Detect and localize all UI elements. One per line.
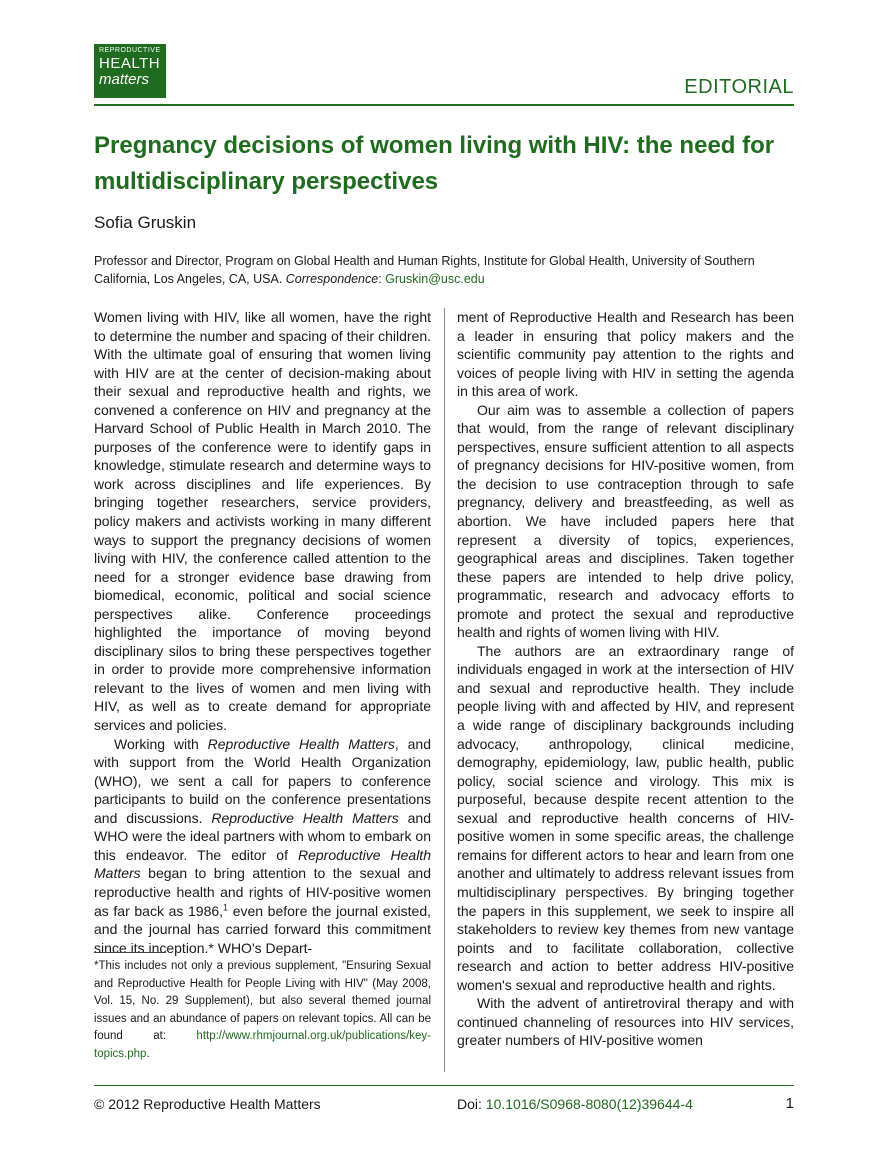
article-title: Pregnancy decisions of women living with HIV: the need for multidisciplinary perspectives [94, 132, 775, 195]
journal-name: Reproductive Health Matters [94, 846, 431, 882]
body-column-left [94, 308, 431, 957]
paragraph: Working with Reproductive Health Matters, and with support from the World Health Organization (WHO), we sent a call for papers to conference participants to build on the conference presentations and discussions. Reproductive Health Matters and WHO were the ideal partners with whom to embark on this endeavor. The editor of Reproductive Health Matters began to bring attention to the sexual and reproductive health and rights of HIV-positive women as far back as 1986,$^1$ even before the journal existed, and the journal has carried forward this commitment since its inception.* WHO's Depart- [94, 735, 432, 956]
paragraph: With the advent of antiretroviral therapy and with continued channeling of resources into HIV services, greater numbers of HIV-positive women [457, 995, 794, 1049]
journal-logo [94, 44, 166, 98]
footnote: *This includes not only a previous supplement, "Ensuring Sexual and Reproductive Health for People Living with HIV" (May 2008, Vol. 15, No. 29 Supplement), but also several themed journal issues and an abundance of papers on relevant topics. All can be found at: http://www.rhmjournal.org.uk/publications/key-topics.php. [94, 960, 431, 1060]
correspondence-label: Correspondence [285, 272, 379, 286]
footnote-rule [94, 952, 166, 953]
paragraph: Our aim was to assemble a collection of papers that would, from the range of relevant disciplinary perspectives, ensure sufficient attention to all aspects of pregnancy decisions for HIV-positive women, from the decision to use contraception through to safe pregnancy, delivery and breastfeeding, as well as abortion. We have included papers here that represent a diversity of topics, experiences, geographical areas and disciplines. Taken together these papers are intended to help drive policy, programmatic, research and advocacy efforts to promote and protect the sexual and reproductive health and rights of women living with HIV. [457, 401, 794, 641]
correspondence-email[interactable]: Gruskin@usc.edu [385, 272, 485, 286]
header-rule [94, 104, 794, 106]
logo-line1: REPRODUCTIVE [99, 47, 161, 54]
affiliation-text: Professor and Director, Program on Global Health and Human Rights, Institute for Global Health, University of Southern California, Los Angeles, CA, USA. [94, 254, 755, 286]
logo-line2: HEALTH [99, 55, 161, 72]
doi: Doi: 10.1016/S0968-8080(12)39644-4 [457, 1096, 693, 1112]
reference-marker[interactable]: 1 [223, 901, 229, 912]
copyright: © 2012 Reproductive Health Matters [94, 1096, 321, 1112]
journal-name: Reproductive Health Matters [211, 809, 399, 826]
paragraph: Women living with HIV, like all women, have the right to determine the number and spacing of their children. With the ultimate goal of ensuring that women living with HIV are at the center of decision-making about their sexual and reproductive health and rights, we convened a conference on HIV and pregnancy at the Harvard School of Public Health in March 2010. The purposes of the conference were to identify gaps in knowledge, stimulate research and determine ways to work across disciplines and life experiences. By bringing together researchers, service providers, policy makers and activists working in many different ways to support the pregnancy decisions of women living with HIV, the conference called attention to the need for a stronger evidence base drawing from biomedical, economic, political and social science perspectives alike. Conference proceedings highlighted the importance of moving beyond disciplinary silos to bring these perspectives together in order to provide more comprehensive information relevant to the lives of women and men living with HIV, as well as to create demand for appropriate services and policies. [94, 309, 431, 734]
body-column-right [457, 308, 794, 1050]
page-number: 1 [785, 1095, 794, 1112]
footer-rule [94, 1085, 794, 1086]
logo-line3: matters [99, 71, 150, 88]
paragraph: The authors are an extraordinary range of individuals engaged in work at the intersection of HIV and sexual and reproductive health. They include people living with and affected by HIV, and represent a wide range of disciplinary backgrounds including advocacy, anthropology, clinical medicine, demography, epidemiology, law, public health, public policy, social science and virology. This mix is purposeful, because despite recent attention to the sexual and reproductive health concerns of HIV-positive women in some specific areas, the challenge remains for different actors to hear and learn from one another and ultimately to address relevant issues from multidisciplinary perspectives. By bringing together the papers in this supplement, we seek to inspire all stakeholders to review key themes from new vantage points and to facilitate collaboration, collective research and action to better address HIV-positive women's sexual and reproductive health and rights. [457, 642, 794, 993]
doi-link[interactable]: 10.1016/S0968-8080(12)39644-4 [485, 1096, 693, 1112]
affiliation: Professor and Director, Program on Global Health and Human Rights, Institute for Global Health, University of Southern California, Los Angeles, CA, USA. Correspondence: Gruskin@usc.edu [94, 254, 755, 286]
author-name: Sofia Gruskin [94, 213, 197, 232]
journal-name: Reproductive Health Matters [207, 735, 395, 752]
footnote-link[interactable]: http://www.rhmjournal.org.uk/publications/key-topics.php [94, 1030, 431, 1060]
column-divider [444, 308, 445, 1072]
paragraph: ment of Reproductive Health and Research has been a leader in ensuring that policy makers and the scientific community pay attention to the rights and voices of people living with HIV in setting the agenda in this area of work. [457, 309, 794, 400]
section-label: EDITORIAL [684, 76, 794, 98]
